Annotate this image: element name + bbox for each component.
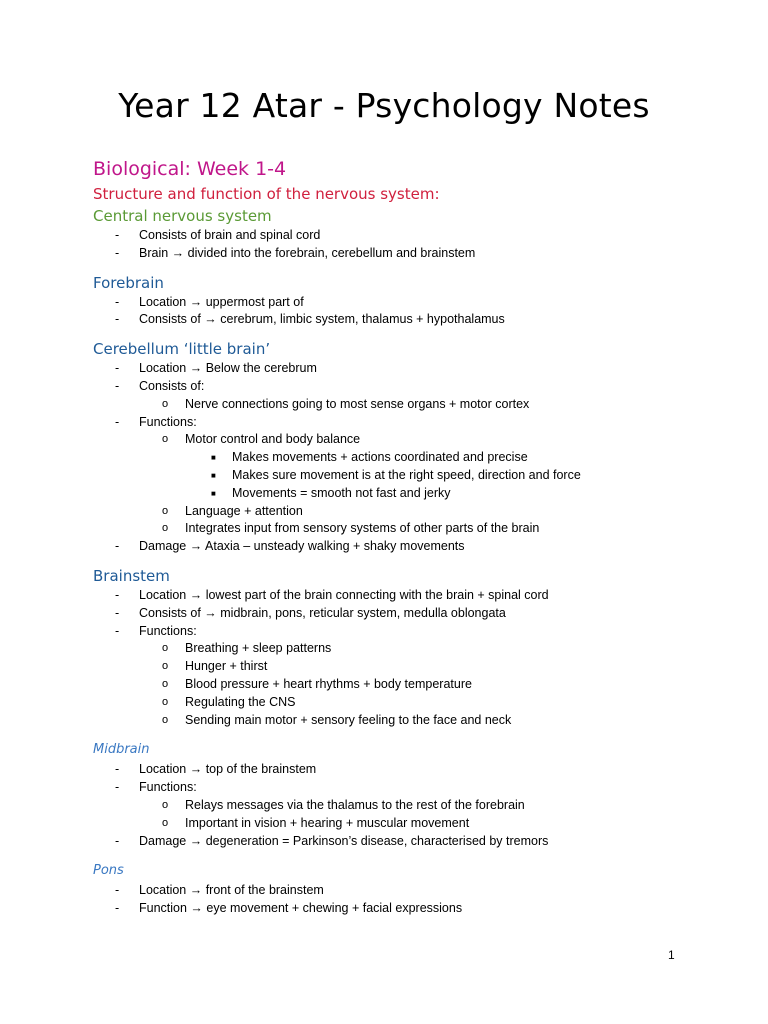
- heading-cerebellum: Cerebellum ‘little brain’: [93, 340, 271, 359]
- circle-bullet: o: [162, 397, 169, 410]
- dash-bullet: -: [115, 378, 120, 393]
- list-item: - Location → top of the brainstem: [93, 761, 733, 779]
- square-bullet: ■: [211, 470, 216, 480]
- list-item: o Hunger + thirst: [93, 658, 733, 676]
- dash-bullet: -: [115, 294, 120, 309]
- heading-midbrain: Midbrain: [93, 742, 150, 758]
- heading-nervous-system: Structure and function of the nervous system:: [93, 185, 440, 203]
- circle-bullet: o: [162, 522, 169, 535]
- page-number: 1: [668, 948, 675, 962]
- list-item: - Consists of:: [93, 378, 733, 396]
- heading-biological: Biological: Week 1-4: [93, 158, 287, 180]
- list-item: ■ Makes movements + actions coordinated and precise: [93, 449, 733, 467]
- circle-bullet: o: [162, 504, 169, 517]
- dash-bullet: -: [115, 762, 120, 777]
- circle-bullet: o: [162, 695, 169, 708]
- list-item: o Relays messages via the thalamus to the rest of the forebrain: [93, 797, 733, 815]
- dash-bullet: -: [115, 901, 120, 916]
- circle-bullet: o: [162, 816, 169, 829]
- list-item: - Location → lowest part of the brain connecting with the brain + spinal cord: [93, 587, 733, 605]
- dash-bullet: -: [115, 605, 120, 620]
- heading-brainstem: Brainstem: [93, 566, 170, 585]
- list-item: - Consists of brain and spinal cord: [93, 227, 733, 245]
- list-item: - Functions:: [93, 414, 733, 432]
- list-item: - Consists of → cerebrum, limbic system, thalamus + hypothalamus: [93, 311, 733, 329]
- list-item: - Brain → divided into the forebrain, cerebellum and brainstem: [93, 245, 733, 263]
- list-item: - Location → Below the cerebrum: [93, 360, 733, 378]
- list-item: - Functions:: [93, 623, 733, 641]
- dash-bullet: -: [115, 312, 120, 327]
- heading-forebrain: Forebrain: [93, 273, 164, 292]
- circle-bullet: o: [162, 660, 169, 673]
- circle-bullet: o: [162, 713, 169, 726]
- list-item: o Language + attention: [93, 503, 733, 521]
- dash-bullet: -: [115, 623, 120, 638]
- circle-bullet: o: [162, 642, 169, 655]
- list-item: - Location → uppermost part of: [93, 294, 733, 312]
- page-title: Year 12 Atar - Psychology Notes: [118, 86, 650, 125]
- circle-bullet: o: [162, 798, 169, 811]
- list-item: - Location → front of the brainstem: [93, 882, 733, 900]
- heading-pons: Pons: [93, 863, 124, 879]
- circle-bullet: o: [162, 433, 169, 446]
- list-item: o Breathing + sleep patterns: [93, 640, 733, 658]
- dash-bullet: -: [115, 539, 120, 554]
- dash-bullet: -: [115, 414, 120, 429]
- dash-bullet: -: [115, 833, 120, 848]
- square-bullet: ■: [211, 453, 216, 463]
- document-body: [93, 156, 733, 918]
- heading-central-nervous-system: Central nervous system: [93, 207, 272, 225]
- dash-bullet: -: [115, 780, 120, 795]
- list-item: o Important in vision + hearing + muscular movement: [93, 815, 733, 833]
- square-bullet: ■: [211, 488, 216, 498]
- dash-bullet: -: [115, 883, 120, 898]
- list-item: - Functions:: [93, 779, 733, 797]
- circle-bullet: o: [162, 677, 169, 690]
- dash-bullet: -: [115, 245, 120, 260]
- list-item: o Sending main motor + sensory feeling to the face and neck: [93, 712, 733, 730]
- dash-bullet: -: [115, 228, 120, 242]
- list-item: - Damage → degeneration = Parkinson’s disease, characterised by tremors: [93, 833, 733, 851]
- list-item: o Motor control and body balance: [93, 431, 733, 449]
- list-item: - Function → eye movement + chewing + facial expressions: [93, 900, 733, 918]
- dash-bullet: -: [115, 587, 120, 602]
- list-item: o Nerve connections going to most sense organs + motor cortex: [93, 396, 733, 414]
- list-item: o Integrates input from sensory systems of other parts of the brain: [93, 520, 733, 538]
- list-item: ■ Makes sure movement is at the right speed, direction and force: [93, 467, 733, 485]
- list-item: o Regulating the CNS: [93, 694, 733, 712]
- list-item: - Damage → Ataxia – unsteady walking + shaky movements: [93, 538, 733, 556]
- list-item: - Consists of → midbrain, pons, reticular system, medulla oblongata: [93, 605, 733, 623]
- dash-bullet: -: [115, 361, 120, 376]
- list-item: o Blood pressure + heart rhythms + body temperature: [93, 676, 733, 694]
- list-item: ■ Movements = smooth not fast and jerky: [93, 485, 733, 503]
